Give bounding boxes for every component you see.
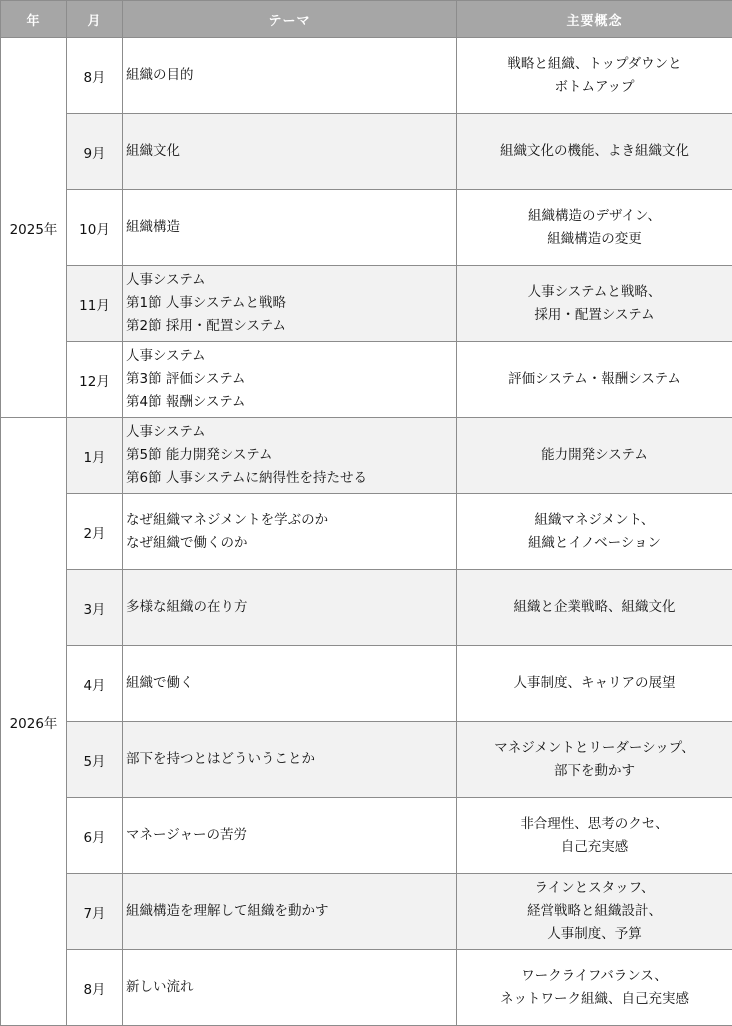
concept-line: マネジメントとリーダーシップ、 xyxy=(457,737,732,760)
concept-cell xyxy=(457,874,732,950)
month-cell: 5月 xyxy=(67,722,123,798)
month-cell: 8月 xyxy=(67,38,123,114)
concept-cell xyxy=(457,114,732,190)
concept-line: 採用・配置システム xyxy=(457,304,732,327)
concept-cell xyxy=(457,266,732,342)
month-cell: 12月 xyxy=(67,342,123,418)
concept-line: 人事制度、キャリアの展望 xyxy=(457,672,732,695)
table-row xyxy=(1,266,732,342)
concept-line: 組織構造のデザイン、 xyxy=(457,205,732,228)
concept-line: 組織文化の機能、よき組織文化 xyxy=(457,140,732,163)
concept-cell xyxy=(457,950,732,1026)
concept-line: 組織と企業戦略、組織文化 xyxy=(457,596,732,619)
table-row xyxy=(1,418,732,494)
theme-line: 人事システム xyxy=(126,345,456,368)
theme-line: 人事システム xyxy=(126,421,456,444)
theme-line: 第3節 評価システム xyxy=(126,368,456,391)
header-concept: 主要概念 xyxy=(457,1,732,38)
concept-cell xyxy=(457,570,732,646)
theme-cell xyxy=(123,494,457,570)
theme-line: 人事システム xyxy=(126,269,456,292)
theme-cell xyxy=(123,114,457,190)
header-theme: テーマ xyxy=(123,1,457,38)
theme-line: 第4節 報酬システム xyxy=(126,391,456,414)
concept-line: 経営戦略と組織設計、 xyxy=(457,900,732,923)
year-cell: 2025年 xyxy=(1,38,67,418)
theme-line: 組織構造を理解して組織を動かす xyxy=(126,900,456,923)
month-cell: 11月 xyxy=(67,266,123,342)
table-row xyxy=(1,114,732,190)
concept-cell xyxy=(457,646,732,722)
theme-cell xyxy=(123,570,457,646)
concept-line: 組織マネジメント、 xyxy=(457,509,732,532)
header-year: 年 xyxy=(1,1,67,38)
table-row xyxy=(1,38,732,114)
concept-cell xyxy=(457,38,732,114)
header-row xyxy=(1,1,732,38)
theme-cell xyxy=(123,950,457,1026)
concept-line: 非合理性、思考のクセ、 xyxy=(457,813,732,836)
concept-line: ボトムアップ xyxy=(457,76,732,99)
concept-line: 能力開発システム xyxy=(457,444,732,467)
theme-cell xyxy=(123,38,457,114)
concept-cell xyxy=(457,722,732,798)
theme-line: 組織構造 xyxy=(126,216,456,239)
month-cell: 6月 xyxy=(67,798,123,874)
month-cell: 4月 xyxy=(67,646,123,722)
table-row xyxy=(1,342,732,418)
concept-line: 評価システム・報酬システム xyxy=(457,368,732,391)
table-row xyxy=(1,950,732,1026)
concept-line: ラインとスタッフ、 xyxy=(457,877,732,900)
theme-cell xyxy=(123,874,457,950)
theme-line: 第6節 人事システムに納得性を持たせる xyxy=(126,467,456,490)
month-cell: 2月 xyxy=(67,494,123,570)
theme-cell xyxy=(123,722,457,798)
theme-line: 組織で働く xyxy=(126,672,456,695)
header-month: 月 xyxy=(67,1,123,38)
theme-line: マネージャーの苦労 xyxy=(126,824,456,847)
theme-line: 多様な組織の在り方 xyxy=(126,596,456,619)
month-cell: 8月 xyxy=(67,950,123,1026)
theme-cell xyxy=(123,646,457,722)
theme-line: 組織文化 xyxy=(126,140,456,163)
table-row xyxy=(1,190,732,266)
concept-line: ネットワーク組織、自己充実感 xyxy=(457,988,732,1011)
concept-cell xyxy=(457,418,732,494)
theme-line: なぜ組織マネジメントを学ぶのか xyxy=(126,509,456,532)
theme-line: 第5節 能力開発システム xyxy=(126,444,456,467)
concept-cell xyxy=(457,494,732,570)
concept-line: 人事制度、予算 xyxy=(457,923,732,946)
concept-cell xyxy=(457,342,732,418)
month-cell: 3月 xyxy=(67,570,123,646)
table-row xyxy=(1,494,732,570)
concept-line: 部下を動かす xyxy=(457,760,732,783)
concept-line: ワークライフバランス、 xyxy=(457,965,732,988)
theme-cell xyxy=(123,266,457,342)
concept-line: 組織とイノベーション xyxy=(457,532,732,555)
theme-cell xyxy=(123,190,457,266)
theme-cell xyxy=(123,418,457,494)
table-row xyxy=(1,722,732,798)
month-cell: 7月 xyxy=(67,874,123,950)
concept-line: 人事システムと戦略、 xyxy=(457,281,732,304)
concept-line: 戦略と組織、トップダウンと xyxy=(457,53,732,76)
table-row xyxy=(1,874,732,950)
theme-line: 新しい流れ xyxy=(126,976,456,999)
year-cell: 2026年 xyxy=(1,418,67,1026)
table-row xyxy=(1,798,732,874)
table-row xyxy=(1,570,732,646)
concept-line: 組織構造の変更 xyxy=(457,228,732,251)
theme-line: 部下を持つとはどういうことか xyxy=(126,748,456,771)
theme-line: 第1節 人事システムと戦略 xyxy=(126,292,456,315)
theme-line: なぜ組織で働くのか xyxy=(126,532,456,555)
month-cell: 10月 xyxy=(67,190,123,266)
concept-cell xyxy=(457,798,732,874)
theme-line: 第2節 採用・配置システム xyxy=(126,315,456,338)
theme-cell xyxy=(123,342,457,418)
theme-cell xyxy=(123,798,457,874)
month-cell: 1月 xyxy=(67,418,123,494)
concept-line: 自己充実感 xyxy=(457,836,732,859)
table-row xyxy=(1,646,732,722)
month-cell: 9月 xyxy=(67,114,123,190)
concept-cell xyxy=(457,190,732,266)
theme-line: 組織の目的 xyxy=(126,64,456,87)
